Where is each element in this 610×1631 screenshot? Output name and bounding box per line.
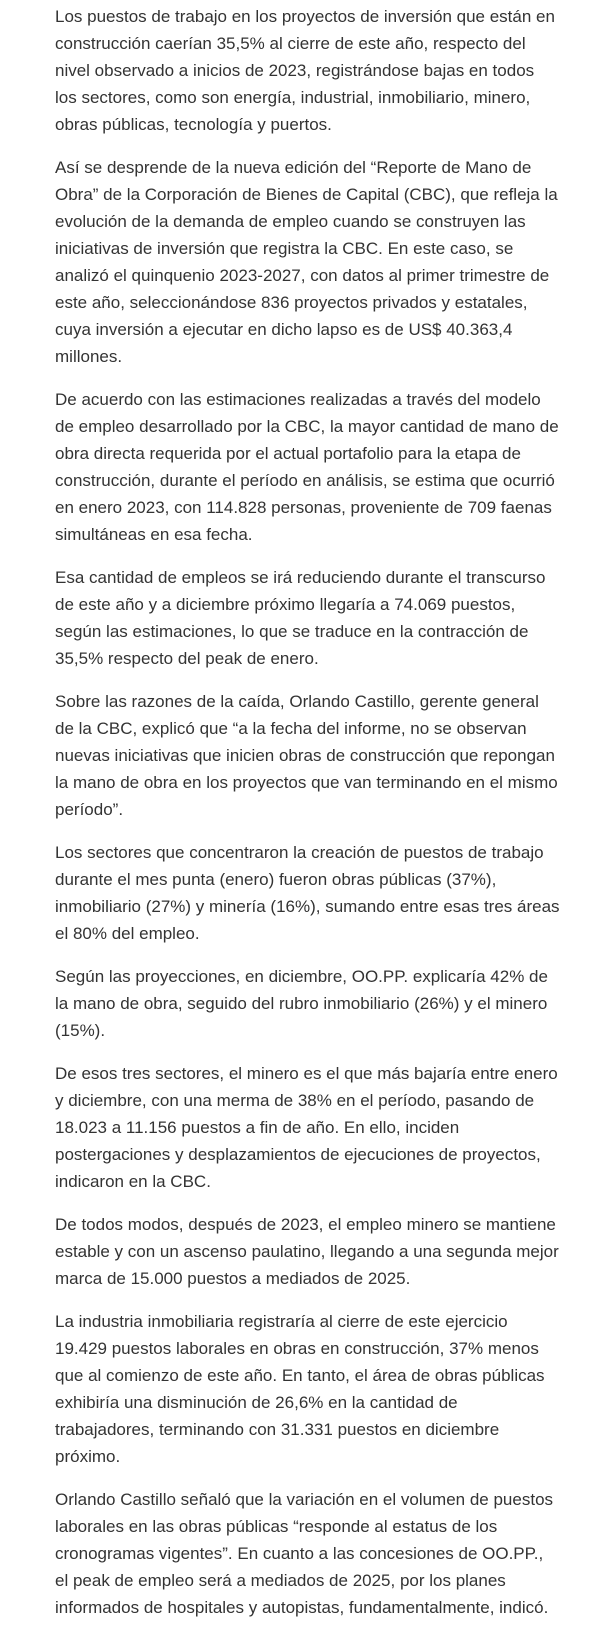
- article-paragraph: Sobre las razones de la caída, Orlando Castillo, gerente general de la CBC, explicó que “a la fecha del informe, no se observan nuevas iniciativas que inicien obras de construcción que repongan la mano de obra en los proyectos que van terminando en el mismo período”.: [55, 692, 558, 819]
- article-paragraph: La industria inmobiliaria registraría al cierre de este ejercicio 19.429 puestos laborales en obras en construcción, 37% menos que al comienzo de este año. En tanto, el área de obras públicas exhibiría una disminución de 26,6% en la cantidad de trabajadores, terminando con 31.331 puestos en diciembre próximo.: [55, 1312, 545, 1466]
- article-paragraph: De esos tres sectores, el minero es el que más bajaría entre enero y diciembre, con una merma de 38% en el período, pasando de 18.023 a 11.156 puestos a fin de año. En ello, inciden postergaciones y desplazamientos de ejecuciones de proyectos, indicaron en la CBC.: [55, 1064, 558, 1191]
- article-paragraph: Esa cantidad de empleos se irá reduciendo durante el transcurso de este año y a diciembre próximo llegaría a 74.069 puestos, según las estimaciones, lo que se traduce en la contracción de 35,5% respecto del peak de enero.: [55, 568, 546, 668]
- article-paragraph: Orlando Castillo señaló que la variación en el volumen de puestos laborales en las obras públicas “responde al estatus de los cronogramas vigentes”. En cuanto a las concesiones de OO.PP., el peak de empleo será a mediados de 2025, por los planes informados de hospitales y autopistas, fundamentalmente, indicó.: [55, 1490, 554, 1617]
- article-paragraph: De acuerdo con las estimaciones realizadas a través del modelo de empleo desarrollado por la CBC, la mayor cantidad de mano de obra directa requerida por el actual portafolio para la etapa de construcción, durante el período en análisis, se estima que ocurrió en enero 2023, con 114.828 personas, proveniente de 709 faenas simultáneas en esa fecha.: [55, 390, 559, 544]
- article-paragraph: Los puestos de trabajo en los proyectos de inversión que están en construcción caerían 35,5% al cierre de este año, respecto del nivel observado a inicios de 2023, registrándose bajas en todos los sectores, como son energía, industrial, inmobiliario, minero, obras públicas, tecnología y puertos.: [55, 7, 555, 134]
- article-paragraph: Así se desprende de la nueva edición del “Reporte de Mano de Obra” de la Corporación de Bienes de Capital (CBC), que refleja la evolución de la demanda de empleo cuando se construyen las iniciativas de inversión que registra la CBC. En este caso, se analizó el quinquenio 2023-2027, con datos al primer trimestre de este año, seleccionándose 836 proyectos privados y estatales, cuya inversión a ejecutar en dicho lapso es de US$ 40.363,4 millones.: [55, 158, 558, 366]
- article-paragraph: Los sectores que concentraron la creación de puestos de trabajo durante el mes punta (enero) fueron obras públicas (37%), inmobiliario (27%) y minería (16%), sumando entre esas tres áreas el 80% del empleo.: [55, 843, 560, 943]
- article-paragraph: De todos modos, después de 2023, el empleo minero se mantiene estable y con un ascenso paulatino, llegando a una segunda mejor marca de 15.000 puestos a mediados de 2025.: [55, 1215, 559, 1288]
- article-paragraph: Según las proyecciones, en diciembre, OO.PP. explicaría 42% de la mano de obra, seguido del rubro inmobiliario (26%) y el minero (15%).: [55, 967, 548, 1040]
